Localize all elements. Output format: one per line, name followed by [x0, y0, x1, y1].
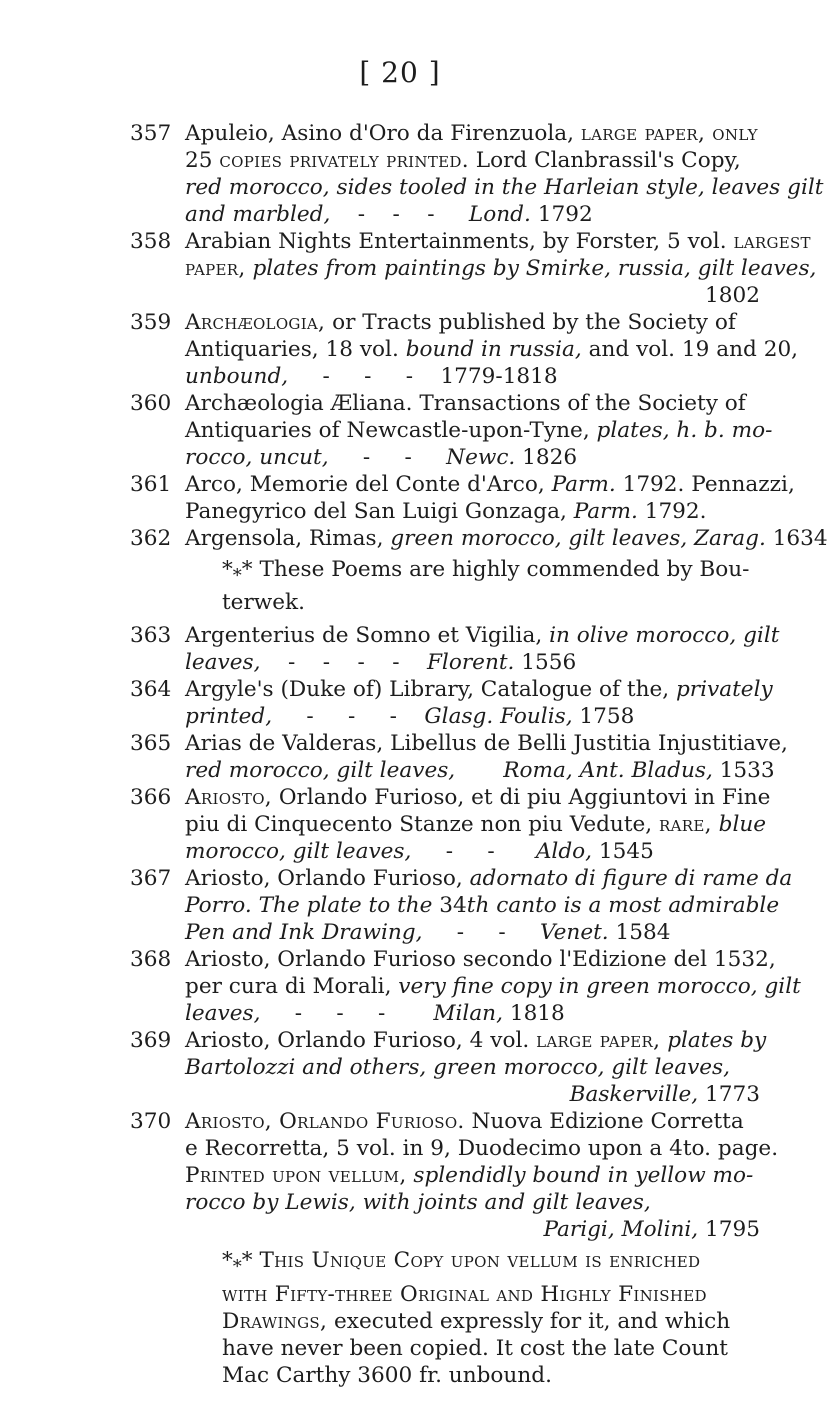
entry-line: Argensola, Rimas, green morocco, gilt leaves, Zarag. 1634: [185, 526, 828, 551]
entry-number: 357: [130, 121, 172, 146]
entry-line: 25 copies privately printed. Lord Clanbrassil's Copy,: [185, 148, 741, 173]
catalogue-entry: [130, 390, 773, 471]
entry-line: Ariosto, Orlando Furioso, et di piu Aggiuntovi in Fine: [185, 785, 771, 811]
entry-text: [185, 390, 773, 471]
entry-line: red morocco, gilt leaves, Roma, Ant. Bladus, 1533: [185, 758, 775, 784]
entry-line: and marbled, - - - Lond. 1792: [185, 202, 593, 227]
entry-number: 364: [130, 677, 172, 703]
entry-number: 367: [130, 866, 172, 892]
entry-number: 363: [130, 623, 172, 649]
entry-line: Porro. The plate to the 34th canto is a most admirable: [185, 893, 780, 919]
entry-text: [185, 471, 795, 525]
entry-imprint: Baskerville, 1773: [569, 1082, 760, 1108]
entry-text: [185, 525, 828, 552]
entry-line: Antiquaries of Newcastle-upon-Tyne, plates, h. b. mo-: [185, 418, 773, 443]
entry-text: [185, 865, 793, 946]
entry-text: [185, 676, 773, 730]
catalogue-entry: [130, 865, 793, 946]
entry-line: rocco, uncut, - - Newc. 1826: [185, 445, 578, 470]
catalogue-entry: [130, 525, 828, 552]
note-line: Mac Carthy 3600 fr. unbound.: [222, 1362, 552, 1388]
entry-text: [185, 1027, 767, 1108]
entry-note: [130, 1247, 760, 1388]
entry-line: morocco, gilt leaves, - - Aldo, 1545: [185, 839, 654, 865]
entry-line: red morocco, sides tooled in the Harleian style, leaves gilt: [185, 175, 824, 200]
entry-line: Archæologia Æliana. Transactions of the Society of: [185, 391, 746, 416]
entry-line: Arabian Nights Entertainments, by Forster, 5 vol. largest: [185, 229, 811, 254]
note-line: terwek.: [222, 590, 305, 616]
entry-line: Ariosto, Orlando Furioso, 4 vol. large paper, plates by: [185, 1028, 767, 1054]
entry-text: [185, 120, 824, 228]
entry-line: paper, plates from paintings by Smirke, russia, gilt leaves,: [185, 256, 817, 281]
entry-line: Pen and Ink Drawing, - - Venet. 1584: [185, 920, 671, 946]
note-line: with Fifty-three Original and Highly Finished: [222, 1281, 707, 1307]
catalogue-entry: [130, 309, 799, 390]
entry-line: Apuleio, Asino d'Oro da Firenzuola, large paper, only: [185, 121, 758, 146]
entry-line: Ariosto, Orlando Furioso secondo l'Edizione del 1532,: [185, 947, 776, 973]
page-number: [ 20 ]: [359, 56, 441, 89]
entry-line: Antiquaries, 18 vol. bound in russia, and vol. 19 and 20,: [185, 337, 799, 362]
entry-line: Printed upon vellum, splendidly bound in yellow mo-: [185, 1163, 754, 1189]
note-line: $*_**$ These Poems are highly commended by Bou-: [222, 557, 750, 587]
entry-line: printed, - - - Glasg. Foulis, 1758: [185, 704, 635, 730]
entry-text: [185, 622, 780, 676]
entry-line: Argenterius de Somno et Vigilia, in olive morocco, gilt: [185, 623, 780, 649]
entry-line: Ariosto, Orlando Furioso, adornato di figure di rame da: [185, 866, 793, 892]
catalogue-entries: [130, 120, 828, 1395]
entry-number: 359: [130, 310, 172, 335]
entry-line: Panegyrico del San Luigi Gonzaga, Parm. 1792.: [185, 499, 707, 524]
catalogue-entry: [130, 784, 771, 865]
entry-line: Argyle's (Duke of) Library, Catalogue of the, privately: [185, 677, 773, 703]
catalogue-entry: [130, 1027, 767, 1108]
entry-text: [185, 309, 799, 390]
catalogue-entry: [130, 946, 801, 1027]
entry-line: rocco by Lewis, with joints and gilt leaves,: [185, 1190, 651, 1216]
entry-imprint: Parigi, Molini, 1795: [543, 1217, 760, 1243]
entry-number: 360: [130, 391, 172, 416]
entry-number: 369: [130, 1028, 172, 1054]
catalogue-entry: [130, 676, 773, 730]
entry-line: Bartolozzi and others, green morocco, gilt leaves,: [185, 1055, 730, 1081]
entry-line: leaves, - - - Milan, 1818: [185, 1001, 565, 1027]
catalogue-entry: [130, 1108, 779, 1243]
entry-line: Arco, Memorie del Conte d'Arco, Parm. 1792. Pennazzi,: [185, 472, 795, 497]
entry-text: [185, 1108, 779, 1243]
entry-line: per cura di Morali, very fine copy in green morocco, gilt: [185, 974, 801, 1000]
entry-number: 366: [130, 785, 172, 811]
entry-line: piu di Cinquecento Stanze non piu Vedute, rare, blue: [185, 812, 767, 838]
catalogue-entry: [130, 730, 788, 784]
entry-number: 365: [130, 731, 172, 757]
entry-line: Ariosto, Orlando Furioso. Nuova Edizione Corretta: [185, 1109, 744, 1135]
entry-line: leaves, - - - - Florent. 1556: [185, 650, 577, 676]
note-line: have never been copied. It cost the late Count: [222, 1335, 728, 1361]
entry-line: e Recorretta, 5 vol. in 9, Duodecimo upon a 4to. page.: [185, 1136, 779, 1162]
catalogue-entry: [130, 471, 795, 525]
entry-text: [185, 784, 771, 865]
note-line: $*_**$ This Unique Copy upon vellum is enriched: [222, 1248, 701, 1278]
catalogue-entry: [130, 228, 817, 309]
entry-line: unbound, - - - 1779-1818: [185, 364, 558, 389]
entry-number: 358: [130, 229, 172, 254]
entry-number: 368: [130, 947, 172, 973]
entry-text: [185, 730, 788, 784]
catalogue-entry: [130, 120, 824, 228]
entry-number: 370: [130, 1109, 172, 1135]
entry-line: Arias de Valderas, Libellus de Belli Justitia Injustitiave,: [185, 731, 788, 757]
entry-text: [185, 946, 801, 1027]
entry-note: [130, 556, 760, 616]
entry-number: 361: [130, 472, 172, 497]
entry-line: Archæologia, or Tracts published by the Society of: [185, 310, 736, 335]
note-line: Drawings, executed expressly for it, and which: [222, 1308, 731, 1334]
catalogue-entry: [130, 622, 780, 676]
entry-number: 362: [130, 526, 172, 551]
entry-imprint: 1802: [705, 283, 760, 308]
entry-text: [185, 228, 817, 309]
